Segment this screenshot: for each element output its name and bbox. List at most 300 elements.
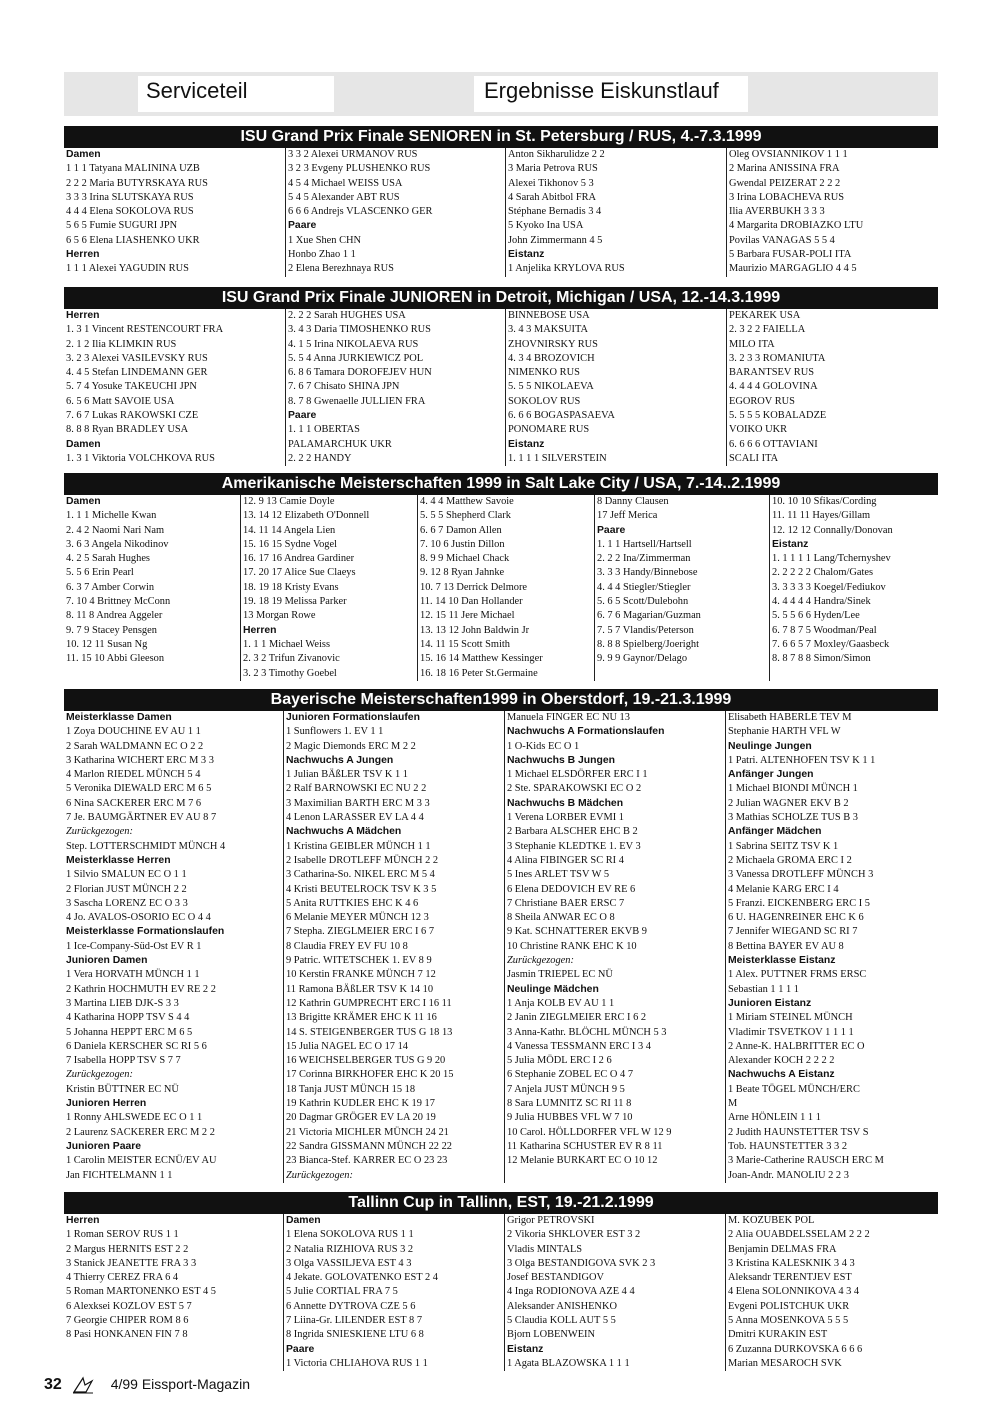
result-row: Vladis MINTALS — [507, 1243, 583, 1255]
section-title: Amerikanische Meisterschaften 1999 in Salt Lake City / USA, 7.-14..2.1999 — [64, 473, 938, 495]
results-column — [286, 148, 506, 277]
result-row: 2 Florian JUST MÜNCH 2 2 — [66, 883, 187, 895]
withdrawn-note: Zurückgezogen: — [507, 955, 574, 967]
result-row: 1. 1 1 Michael Weiss — [243, 638, 330, 650]
category-heading: Nachwuchs A Mädchen — [286, 826, 402, 838]
result-row: 10 Kerstin FRANKE MÜNCH 7 12 — [286, 969, 436, 981]
result-row: 5. 5 5 6 6 Hyden/Lee — [772, 610, 860, 622]
results-column — [284, 1214, 505, 1371]
category-heading: Paare — [286, 1343, 315, 1355]
results-column — [505, 711, 726, 1183]
withdrawn-note: Zurückgezogen: — [66, 826, 133, 838]
results-column — [727, 148, 938, 277]
category-heading: Neulinge Jungen — [728, 740, 812, 752]
result-row: 4 5 4 Michael WEISS USA — [288, 177, 403, 189]
result-row: Evgeni POLISTCHUK UKR — [728, 1300, 850, 1312]
result-row: NIMENKO RUS — [508, 367, 580, 379]
section-title: ISU Grand Prix Finale JUNIOREN in Detroit, Michigan / USA, 12.-14.3.1999 — [64, 287, 938, 309]
result-row: 7. 5 7 Vlandis/Peterson — [597, 624, 694, 636]
result-row: 17. 20 17 Alice Sue Claeys — [243, 567, 356, 579]
result-row: 4 Vanessa TESSMANN ERC I 3 4 — [507, 1040, 651, 1052]
result-row: 3 Stanick JEANETTE FRA 3 3 — [66, 1257, 197, 1269]
result-row: 9 Kat. SCHNATTERER EKVB 9 — [507, 926, 647, 938]
result-row: 12. 12 12 Connally/Donovan — [772, 524, 893, 536]
result-row: 1 Carolin MEISTER ECNÜ/EV AU — [66, 1155, 217, 1167]
result-row: 5. 5 5 Shepherd Clark — [420, 510, 511, 522]
result-row: 6 Daniela KERSCHER SC RI 5 6 — [66, 1040, 207, 1052]
result-row: 1 Beate TÖGEL MÜNCH/ERC — [728, 1083, 860, 1095]
result-row: 17 Jeff Merica — [597, 510, 658, 522]
result-row: 4. 4 4 4 4 Handra/Sinek — [772, 596, 871, 608]
result-row: 8 Ingrida SNIESKIENE LTU 6 8 — [286, 1329, 424, 1341]
result-row: 13. 14 12 Elizabeth O'Donnell — [243, 510, 370, 522]
category-heading: Nachwuchs A Formationslaufen — [507, 726, 665, 738]
results-column — [506, 309, 727, 466]
results-column — [241, 495, 418, 681]
section-title: Tallinn Cup in Tallinn, EST, 19.-21.2.1999 — [64, 1192, 938, 1214]
category-heading: Paare — [288, 220, 317, 232]
result-row: Josef BESTANDIGOV — [507, 1272, 605, 1284]
result-row: Elisabeth HABERLE TEV M — [728, 712, 852, 723]
result-row: 10 Christine RANK EHC K 10 — [507, 940, 637, 952]
result-row: Aleksander ANISHENKO — [507, 1300, 617, 1312]
result-row: 1. 3 1 Vincent RESTENCOURT FRA — [66, 324, 224, 336]
result-row: 5 Julia MÖDL ERC I 2 6 — [507, 1055, 612, 1067]
result-row: SOKOLOV RUS — [508, 395, 581, 407]
result-row: Maurizio MARGAGLIO 4 4 5 — [729, 263, 857, 275]
result-row: 11. 14 10 Dan Hollander — [420, 596, 523, 608]
result-row: 7 Liina-Gr. LILENDER EST 8 7 — [286, 1315, 423, 1327]
result-row: 8. 8 8 Spielberg/Joeright — [597, 638, 699, 650]
result-row: Benjamin DELMAS FRA — [728, 1243, 837, 1255]
result-row: 21 Victoria MICHLER MÜNCH 24 21 — [286, 1126, 449, 1138]
result-row: 9. 12 8 Ryan Jahnke — [420, 567, 505, 579]
result-row: Dmitri KURAKIN EST — [728, 1329, 828, 1341]
result-row: Bjorn LOBENWEIN — [507, 1329, 596, 1341]
result-row: 6 Elena DEDOVICH EV RE 6 — [507, 883, 636, 895]
result-row: 3 Irina LOBACHEVA RUS — [729, 191, 844, 203]
result-row: 7. 10 4 Brittney McConn — [66, 596, 171, 608]
result-row: 5. 5 4 Anna JURKIEWICZ POL — [288, 352, 424, 364]
result-row: 2 Ste. SPARAKOWSKI EC O 2 — [507, 783, 642, 795]
result-row: 4 Kristi BEUTELROCK TSV K 3 5 — [286, 883, 437, 895]
result-row: Oleg OVSIANNIKOV 1 1 1 — [729, 149, 848, 160]
result-row: 5 Roman MARTONENKO EST 4 5 — [66, 1286, 216, 1298]
result-row: Joan-Andr. MANOLIU 2 2 3 — [728, 1169, 849, 1181]
result-row: ZHOVNIRSKY RUS — [508, 338, 598, 350]
result-row: Jasmin TRIEPEL EC NÜ — [507, 969, 613, 981]
result-row: 4. 4 4 Stiegler/Stiegler — [597, 581, 691, 593]
result-row: 1 1 1 Alexei YAGUDIN RUS — [66, 263, 189, 275]
result-row: Alexei Tikhonov 5 3 — [508, 177, 594, 189]
results-column — [64, 495, 241, 681]
result-row: 5 Veronika DIEWALD ERC M 6 5 — [66, 783, 212, 795]
result-row: 4 Jo. AVALOS-OSORIO EC O 4 4 — [66, 912, 211, 924]
result-row: Vladimir TSVETKOV 1 1 1 1 — [728, 1026, 854, 1038]
result-row: 3 Maria Petrova RUS — [508, 163, 598, 175]
withdrawn-note: Zurückgezogen: — [66, 1069, 133, 1081]
result-row: Stéphane Bernadis 3 4 — [508, 206, 602, 218]
result-row: 4 Inga RODIONOVA AZE 4 4 — [507, 1286, 635, 1298]
result-row: 15 Julia NAGEL EC O 17 14 — [286, 1040, 408, 1052]
result-row: 3 2 3 Evgeny PLUSHENKO RUS — [288, 163, 431, 175]
category-heading: Junioren Damen — [66, 955, 148, 967]
result-row: 4 4 4 Elena SOKOLOVA RUS — [66, 206, 194, 218]
result-row: 8 Sheila ANWAR EC O 8 — [507, 912, 615, 924]
result-row: 6 6 6 Andrejs VLASCENKO GER — [288, 206, 433, 218]
result-row: 6 Stephanie ZOBEL EC O 4 7 — [507, 1069, 634, 1081]
category-heading: Meisterklasse Herren — [66, 854, 171, 866]
result-row: VOIKO UKR — [729, 424, 788, 436]
result-row: 5 Julie CORTIAL FRA 7 5 — [286, 1286, 398, 1298]
result-row: 7 Je. BAUMGÄRTNER EV AU 8 7 — [66, 812, 217, 824]
result-row: 7 Jennifer WIEGAND SC RI 7 — [728, 926, 858, 938]
result-row: 1. 1 1 OBERTAS — [288, 424, 360, 436]
results-column — [726, 711, 938, 1183]
result-row: 2 2 2 Maria BUTYRSKAYA RUS — [66, 177, 208, 189]
result-row: 6. 3 7 Amber Corwin — [66, 581, 155, 593]
result-row: 12. 9 13 Camie Doyle — [243, 496, 335, 507]
result-row: 3 Olga VASSILJEVA EST 4 3 — [286, 1257, 412, 1269]
result-row: 2. 3 2 2 FAIELLA — [729, 324, 806, 336]
result-row: Marian MESAROCH SVK — [728, 1357, 842, 1369]
result-row: 5. 5 5 5 KOBALADZE — [729, 410, 827, 422]
result-row: 11 Katharina SCHUSTER EV R 8 11 — [507, 1140, 663, 1152]
result-row: 14. 11 14 Angela Lien — [243, 524, 336, 536]
result-row: 6 Nina SACKERER ERC M 7 6 — [66, 797, 202, 809]
result-row: 2. 4 2 Naomi Nari Nam — [66, 524, 165, 536]
result-row: 7 Georgie CHIPER ROM 8 6 — [66, 1315, 189, 1327]
result-row: 11. 15 10 Abbi Gleeson — [66, 653, 165, 665]
result-row: 1 Ice-Company-Süd-Ost EV R 1 — [66, 940, 202, 952]
category-heading: Paare — [288, 410, 317, 422]
result-row: 3 Vanessa DROTLEFF MÜNCH 3 — [728, 869, 874, 881]
result-row: 2. 3 2 Trifun Zivanovic — [243, 653, 340, 665]
category-heading: Herren — [66, 310, 100, 321]
result-row: 5. 6 5 Scott/Dulebohn — [597, 596, 689, 608]
section-bavarian-championships — [64, 689, 938, 1183]
result-row: 6 Zuzanna DURKOVSKA 6 6 6 — [728, 1343, 863, 1355]
result-row: 8 Sara LUMNITZ SC RI 11 8 — [507, 1098, 632, 1110]
result-row: 8 Claudia FREY EV FU 10 8 — [286, 940, 408, 952]
result-row: PALAMARCHUK UKR — [288, 438, 392, 450]
result-row: 2 Magic Diemonds ERC M 2 2 — [286, 740, 416, 752]
category-heading: Nachwuchs A Jungen — [286, 754, 394, 766]
result-row: 1 Julian BÄßLER TSV K 1 1 — [286, 769, 409, 781]
result-row: Manuela FINGER EC NU 13 — [507, 712, 630, 723]
result-row: 4 Sarah Abitbol FRA — [508, 191, 597, 203]
result-row: 14. 11 15 Scott Smith — [420, 638, 510, 650]
result-row: 3. 6 3 Angela Nikodinov — [66, 538, 169, 550]
result-row: 4 Jekate. GOLOVATENKO EST 2 4 — [286, 1272, 438, 1284]
result-row: 14 S. STEIGENBERGER TUS G 18 13 — [286, 1026, 453, 1038]
category-heading: Junioren Eistanz — [728, 997, 812, 1009]
result-row: PEKAREK USA — [729, 310, 801, 321]
category-heading: Eistanz — [772, 538, 809, 550]
result-row: 9. 9 9 Gaynor/Delago — [597, 653, 688, 665]
result-row: 2. 2 2 2 2 Chalom/Gates — [772, 567, 874, 579]
result-row: 3 Stephanie KLEDTKE 1. EV 3 — [507, 840, 641, 852]
result-row: 2 Barbara ALSCHER EHC B 2 — [507, 826, 638, 838]
result-row: MILO ITA — [729, 338, 775, 350]
result-row: 5 Johanna HEPPT ERC M 6 5 — [66, 1026, 193, 1038]
results-column — [64, 711, 284, 1183]
category-heading: Junioren Formationslaufen — [286, 712, 420, 723]
result-row: 10 Carol. HÖLLDORFER VFL W 12 9 — [507, 1126, 672, 1138]
result-row: 12 Melanie BURKART EC O 10 12 — [507, 1155, 658, 1167]
result-row: 13 Brigitte KRÄMER EHC K 11 16 — [286, 1012, 437, 1024]
result-row: M — [728, 1098, 738, 1110]
result-row: 8. 8 7 8 8 Simon/Simon — [772, 653, 871, 665]
result-row: 1. 1 1 1 SILVERSTEIN — [508, 452, 607, 464]
result-row: 6. 6 6 BOGASPASAEVA — [508, 410, 615, 422]
page-number: 32 — [44, 1376, 62, 1394]
result-row: SCALI ITA — [729, 452, 779, 464]
result-row: 5. 5 6 Erin Pearl — [66, 567, 134, 579]
result-row: 7. 6 7 Lukas RAKOWSKI CZE — [66, 410, 199, 422]
section-title: Bayerische Meisterschaften1999 in Oberstdorf, 19.-21.3.1999 — [64, 689, 938, 711]
result-row: EGOROV RUS — [729, 395, 795, 407]
result-row: 1 Ronny AHLSWEDE EC O 1 1 — [66, 1112, 203, 1124]
category-heading: Damen — [66, 149, 101, 160]
result-row: 18 Tanja JUST MÜNCH 15 18 — [286, 1083, 416, 1095]
result-row: 1 Zoya DOUCHINE EV AU 1 1 — [66, 726, 201, 738]
result-row: 6 5 6 Elena LIASHENKO UKR — [66, 234, 200, 246]
result-row: 5 Ines ARLET TSV W 5 — [507, 869, 610, 881]
magazine-logo-icon — [72, 1376, 94, 1394]
category-heading: Junioren Paare — [66, 1140, 142, 1152]
category-heading: Eistanz — [507, 1343, 544, 1355]
result-row: 7. 6 7 Chisato SHINA JPN — [288, 381, 400, 393]
category-heading: Junioren Herren — [66, 1098, 147, 1110]
result-row: 22 Sandra GISSMANN MÜNCH 22 22 — [286, 1140, 452, 1152]
result-row: 10. 12 11 Susan Ng — [66, 638, 148, 650]
result-row: 2. 2 2 HANDY — [288, 452, 352, 464]
results-column — [286, 309, 506, 466]
result-row: 6. 7 6 Magarian/Guzman — [597, 610, 701, 622]
results-column — [595, 495, 770, 681]
results-column — [770, 495, 938, 681]
result-row: BARANTSEV RUS — [729, 367, 814, 379]
result-row: 2 Laurenz SACKERER ERC M 2 2 — [66, 1126, 215, 1138]
section-isu-senioren — [64, 126, 938, 277]
result-row: 3. 2 3 Timothy Goebel — [243, 667, 337, 679]
category-heading: Meisterklasse Formationslaufen — [66, 926, 225, 938]
result-row: 3. 3 3 3 3 Koegel/Fediukov — [772, 581, 886, 593]
result-row: 2 Natalia RIZHIOVA RUS 3 2 — [286, 1243, 414, 1255]
result-row: Povilas VANAGAS 5 5 4 — [729, 234, 835, 246]
result-row: 5 Barbara FUSAR-POLI ITA — [729, 249, 852, 261]
result-row: 2 Julian WAGNER EKV B 2 — [728, 797, 849, 809]
result-row: John Zimmermann 4 5 — [508, 234, 603, 246]
result-row: 7 Christiane BAER ERSC 7 — [507, 897, 625, 909]
result-row: 2 Alia OUABDELSSELAM 2 2 2 — [728, 1229, 870, 1241]
result-row: 8 Danny Clausen — [597, 496, 669, 507]
results-column — [64, 148, 286, 277]
result-row: 1 Michael BIONDI MÜNCH 1 — [728, 783, 858, 795]
result-row: 3 Katharina WICHERT ERC M 3 3 — [66, 754, 214, 766]
result-row: 2 Isabelle DROTLEFF MÜNCH 2 2 — [286, 854, 439, 866]
result-row: 3 Marie-Catherine RAUSCH ERC M — [728, 1155, 884, 1167]
result-row: 4. 4 4 4 GOLOVINA — [729, 381, 818, 393]
result-row: 1. 1 1 Michelle Kwan — [66, 510, 157, 522]
result-row: 2. 2 2 Ina/Zimmerman — [597, 553, 691, 565]
result-row: 2 Sarah WALDMANN EC O 2 2 — [66, 740, 204, 752]
result-row: 1 Miriam STEINEL MÜNCH — [728, 1012, 853, 1024]
result-row: 11 Ramona BÄßLER TSV K 14 10 — [286, 983, 434, 995]
result-row: 17 Corinna BIRKHOFER EHC K 20 15 — [286, 1069, 454, 1081]
result-row: 19 Kathrin KUDLER EHC K 19 17 — [286, 1098, 435, 1110]
result-row: 18. 19 18 Kristy Evans — [243, 581, 339, 593]
result-row: Tob. HAUNSTETTER 3 3 2 — [728, 1140, 848, 1152]
result-row: 5 Anna MOSENKOVA 5 5 5 — [728, 1315, 849, 1327]
page-footer — [44, 1376, 250, 1394]
result-row: 3 Catharina-So. NIKEL ERC M 5 4 — [286, 869, 435, 881]
result-row: 1 Patri. ALTENHOFEN TSV K 1 1 — [728, 754, 876, 766]
result-row: 1 O-Kids EC O 1 — [507, 740, 580, 752]
result-row: 7. 10 6 Justin Dillon — [420, 538, 505, 550]
results-column — [727, 309, 938, 466]
result-row: 1 Roman SEROV RUS 1 1 — [66, 1229, 179, 1241]
category-heading: Meisterklasse Damen — [66, 712, 172, 723]
result-row: 3 Martina LIEB DJK-S 3 3 — [66, 997, 179, 1009]
result-row: 2 Kathrin HOCHMUTH EV RE 2 2 — [66, 983, 216, 995]
category-heading: Herren — [66, 249, 100, 261]
page-header-band — [64, 72, 938, 116]
result-row: 3 Mathias SCHOLZE TUS B 3 — [728, 812, 858, 824]
result-row: 6. 5 6 Matt SAVOIE USA — [66, 395, 175, 407]
result-row: 2 Ralf BARNOWSKI EC NU 2 2 — [286, 783, 427, 795]
result-row: 4 Marlon RIEDEL MÜNCH 5 4 — [66, 769, 201, 781]
result-row: 3. 2 3 Alexei VASILEVSKY RUS — [66, 352, 208, 364]
result-row: 1 Silvio SMALUN EC O 1 1 — [66, 869, 187, 881]
result-row: Grigor PETROVSKI — [507, 1215, 595, 1226]
result-row: 7 Anjela JUST MÜNCH 9 5 — [507, 1083, 625, 1095]
result-row: 5 6 5 Fumie SUGURI JPN — [66, 220, 178, 232]
result-row: 4 Lenon LARASSER EV LA 4 4 — [286, 812, 424, 824]
result-row: Honbo Zhao 1 1 — [288, 249, 356, 261]
result-row: 10. 7 13 Derrick Delmore — [420, 581, 528, 593]
result-row: 1 Xue Shen CHN — [288, 234, 362, 246]
result-row: 2 Margus HERNITS EST 2 2 — [66, 1243, 189, 1255]
result-row: 10. 10 10 Sfikas/Cording — [772, 496, 877, 507]
result-row: 4 Elena SOLONNIKOVA 4 3 4 — [728, 1286, 860, 1298]
result-row: 7. 6 6 5 7 Moxley/Gaasbeck — [772, 638, 890, 650]
result-row: Stephanie HARTH VFL W — [728, 726, 841, 738]
category-heading: Paare — [597, 524, 626, 536]
result-row: 20 Dagmar GRÖGER EV LA 20 19 — [286, 1112, 436, 1124]
result-row: 16. 17 16 Andrea Gardiner — [243, 553, 355, 565]
section-isu-junioren — [64, 287, 938, 466]
result-row: 9 Julia HUBBES VFL W 7 10 — [507, 1112, 633, 1124]
result-row: Jan FICHTELMANN 1 1 — [66, 1169, 173, 1181]
result-row: 3 Sascha LORENZ EC O 3 3 — [66, 897, 188, 909]
category-heading: Damen — [66, 438, 101, 450]
results-column — [506, 148, 727, 277]
result-row: 3 3 2 Alexei URMANOV RUS — [288, 149, 418, 160]
result-row: Anton Sikharulidze 2 2 — [508, 149, 605, 160]
result-row: 15. 16 15 Sydne Vogel — [243, 538, 338, 550]
magazine-issue: 4/99 Eissport-Magazin — [110, 1376, 250, 1393]
result-row: Arne HÖNLEIN 1 1 1 — [728, 1112, 821, 1124]
result-row: 5. 5 5 NIKOLAEVA — [508, 381, 594, 393]
result-row: 2 Judith HAUNSTETTER TSV S — [728, 1126, 869, 1138]
result-row: 2 Vikoria SHKLOVER EST 3 2 — [507, 1229, 641, 1241]
section-title: ISU Grand Prix Finale SENIOREN in St. Petersburg / RUS, 4.-7.3.1999 — [64, 126, 938, 148]
result-row: 2 Marina ANISSINA FRA — [729, 163, 840, 175]
category-heading: Damen — [66, 496, 101, 507]
category-heading: Eistanz — [508, 249, 545, 261]
category-heading: Nachwuchs B Jungen — [507, 754, 615, 766]
result-row: 2 Michaela GROMA ERC I 2 — [728, 854, 852, 866]
result-row: 13. 13 12 John Baldwin Jr — [420, 624, 530, 636]
result-row: PONOMARE RUS — [508, 424, 590, 436]
result-row: 5 Kyoko Ina USA — [508, 220, 584, 232]
result-row: Ilia AVERBUKH 3 3 3 — [729, 206, 825, 218]
result-row: 1 Kristina GEIBLER MÜNCH 1 1 — [286, 840, 431, 852]
header-section-label: Serviceteil — [146, 78, 248, 103]
result-row: 4. 4 4 Matthew Savoie — [420, 496, 514, 507]
result-row: 2 Elena Berezhnaya RUS — [288, 263, 394, 275]
result-row: 13 Morgan Rowe — [243, 610, 316, 622]
result-row: 3. 4 3 Daria TIMOSHENKO RUS — [288, 324, 431, 336]
result-row: 1. 1 1 Hartsell/Hartsell — [597, 538, 692, 550]
result-row: 6. 7 8 7 5 Woodman/Peal — [772, 624, 877, 636]
result-row: 5 Franzi. EICKENBERG ERC I 5 — [728, 897, 870, 909]
result-row: 3. 3 3 Handy/Binnebose — [597, 567, 698, 579]
result-row: 16 WEICHSELBERGER TUS G 9 20 — [286, 1055, 446, 1067]
result-row: 9 Patric. WITETSCHEK 1. EV 8 9 — [286, 955, 432, 967]
result-row: 6 U. HAGENREINER EHC K 6 — [728, 912, 864, 924]
results-column — [505, 1214, 726, 1371]
result-row: 7 Stepha. ZIEGLMEIER ERC I 6 7 — [286, 926, 435, 938]
result-row: 5 4 5 Alexander ABT RUS — [288, 191, 400, 203]
result-row: 4. 3 4 BROZOVICH — [508, 352, 595, 364]
result-row: 1 1 1 Tatyana MALININA UZB — [66, 163, 200, 175]
result-row: 1 Sabrina SEITZ TSV K 1 — [728, 840, 839, 852]
results-column — [284, 711, 505, 1183]
result-row: 1 Agata BLAZOWSKA 1 1 1 — [507, 1357, 630, 1369]
result-row: 3. 4 3 MAKSUITA — [508, 324, 588, 336]
header-topic-label: Ergebnisse Eiskunstlauf — [484, 78, 719, 103]
result-row: 3 Maximilian BARTH ERC M 3 3 — [286, 797, 430, 809]
result-row: 2. 1 2 Ilia KLIMKIN RUS — [66, 338, 177, 350]
result-row: 3 Kristina KALESKNIK 3 4 3 — [728, 1257, 855, 1269]
result-row: 6 Annette DYTROVA CZE 5 6 — [286, 1300, 416, 1312]
result-row: 1 Verena LORBER EVMI 1 — [507, 812, 624, 824]
result-row: 12 Kathrin GUMPRECHT ERC I 16 11 — [286, 997, 452, 1009]
result-row: 8 Pasi HONKANEN FIN 7 8 — [66, 1329, 188, 1341]
result-row: Kristin BÜTTNER EC NÜ — [66, 1083, 179, 1095]
category-heading: Nachwuchs B Mädchen — [507, 797, 624, 809]
results-column — [418, 495, 595, 681]
result-row: 8. 9 9 Michael Chack — [420, 553, 510, 565]
result-row: 5 Claudia KOLL AUT 5 5 — [507, 1315, 616, 1327]
category-heading: Neulinge Mädchen — [507, 983, 599, 995]
result-row: 8. 7 8 Gwenaelle JULLIEN FRA — [288, 395, 426, 407]
result-row: 4. 4 5 Stefan LINDEMANN GER — [66, 367, 208, 379]
category-heading: Herren — [66, 1215, 100, 1226]
result-row: 19. 18 19 Melissa Parker — [243, 596, 347, 608]
withdrawn-note: Zurückgezogen: — [286, 1169, 353, 1181]
result-row: 5 Anita RUTTKIES EHC K 4 6 — [286, 897, 419, 909]
result-row: 2 Anne-K. HALBRITTER EC O — [728, 1040, 865, 1052]
result-row: 2 Janin ZIEGLMEIER ERC I 6 2 — [507, 1012, 647, 1024]
result-row: 15. 16 14 Matthew Kessinger — [420, 653, 543, 665]
result-row: 23 Bianca-Stef. KARRER EC O 23 23 — [286, 1155, 448, 1167]
result-row: 4 Melanie KARG ERC I 4 — [728, 883, 839, 895]
result-row: M. KOZUBEK POL — [728, 1215, 815, 1226]
